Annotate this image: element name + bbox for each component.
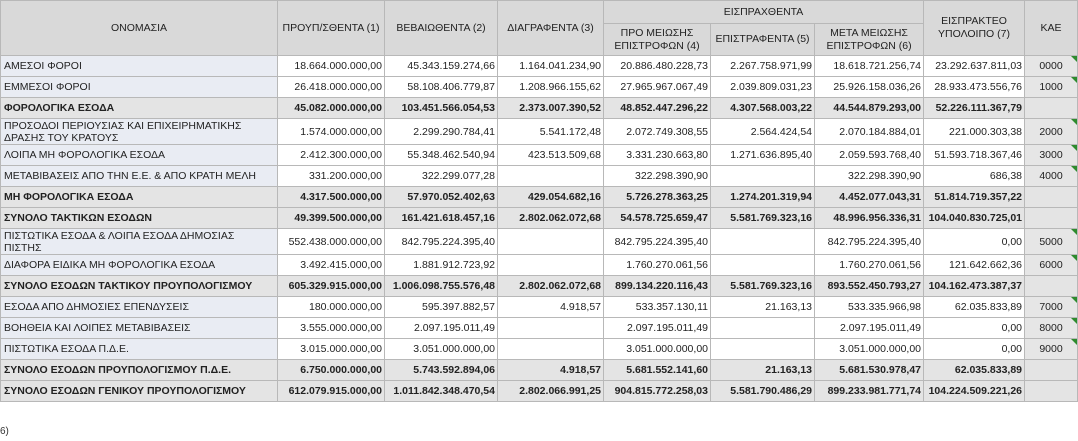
row-name: ΛΟΙΠΑ ΜΗ ΦΟΡΟΛΟΓΙΚΑ ΕΣΟΔΑ	[1, 145, 278, 166]
code-value: 7000	[1039, 301, 1063, 313]
cell-value: 322.299.077,28	[422, 170, 495, 182]
cell-c2	[385, 276, 498, 297]
row-name: ΕΣΟΔΑ ΑΠΟ ΔΗΜΟΣΙΕΣ ΕΠΕΝΔΥΣΕΙΣ	[1, 297, 278, 318]
cell-c5	[711, 98, 815, 119]
cell-c6	[815, 297, 924, 318]
cell-c6	[815, 318, 924, 339]
cell-c6	[815, 77, 924, 98]
cell-value: 104.040.830.725,01	[928, 212, 1023, 224]
cell-value: 2.039.809.031,23	[730, 81, 812, 93]
cell-c4	[604, 56, 711, 77]
cell-value: 221.000.303,38	[949, 125, 1023, 138]
cell-value: 429.054.682,16	[528, 191, 601, 203]
cell-value: 893.552.450.793,27	[827, 280, 922, 292]
cell-code	[1025, 255, 1078, 276]
table-body	[1, 56, 1078, 402]
header-remaining[interactable]: ΕΙΣΠΡΑΚΤΕΟ ΥΠΟΛΟΙΠΟ (7)	[924, 1, 1025, 56]
cell-c4	[604, 255, 711, 276]
cell-c4	[604, 318, 711, 339]
cell-value: 842.795.224.395,40	[827, 235, 922, 248]
cell-c5	[711, 339, 815, 360]
cell-value: 57.970.052.402,63	[407, 191, 495, 203]
header-before-refund[interactable]: ΠΡΟ ΜΕΙΩΣΗΣ ΕΠΙΣΤΡΟΦΩΝ (4)	[604, 24, 711, 56]
cell-value: 0,00	[1001, 343, 1023, 355]
cell-value: 2.802.066.991,25	[519, 385, 601, 397]
cell-c3	[498, 318, 604, 339]
cell-value: 0,00	[1001, 322, 1023, 334]
cell-value: 533.335.966,98	[848, 301, 922, 313]
row-name: ΠΙΣΤΩΤΙΚΑ ΕΣΟΔΑ Π.Δ.Ε.	[1, 339, 278, 360]
cell-value: 2.072.749.308,55	[626, 125, 708, 138]
cell-code	[1025, 318, 1078, 339]
table-row	[1, 145, 1078, 166]
cell-value: 55.348.462.540,94	[407, 149, 495, 161]
cell-c5	[711, 318, 815, 339]
cell-value: 49.399.500.000,00	[294, 212, 382, 224]
cell-c2	[385, 360, 498, 381]
cell-c5	[711, 360, 815, 381]
cell-code	[1025, 166, 1078, 187]
cell-c1	[278, 297, 385, 318]
cell-value: 2.802.062.072,68	[519, 212, 601, 224]
cell-value: 2.070.184.884,01	[839, 125, 922, 138]
cell-c1	[278, 381, 385, 402]
cell-c4	[604, 360, 711, 381]
cell-c3	[498, 255, 604, 276]
cell-c1	[278, 229, 385, 255]
cell-value: 161.421.618.457,16	[401, 212, 495, 224]
cell-c3	[498, 339, 604, 360]
cell-c1	[278, 56, 385, 77]
cell-c5	[711, 297, 815, 318]
cell-c3	[498, 77, 604, 98]
cell-value: 21.163,13	[765, 364, 812, 376]
cell-c3	[498, 381, 604, 402]
cell-code	[1025, 187, 1078, 208]
cell-value: 2.267.758.971,99	[730, 60, 812, 72]
cell-c7	[924, 318, 1025, 339]
header-collected-group: ΕΙΣΠΡΑΧΘΕΝΤΑ	[604, 1, 924, 24]
cell-value: 5.581.769.323,16	[730, 212, 812, 224]
cell-c6	[815, 166, 924, 187]
cell-c1	[278, 166, 385, 187]
header-name[interactable]: ΟΝΟΜΑΣΙΑ	[1, 1, 278, 56]
cell-c2	[385, 297, 498, 318]
cell-c7	[924, 56, 1025, 77]
cell-c2	[385, 166, 498, 187]
cell-value: 104.162.473.387,37	[928, 280, 1023, 292]
cell-c2	[385, 255, 498, 276]
cell-value: 612.079.915.000,00	[288, 385, 382, 397]
cell-c1	[278, 119, 385, 145]
cell-code	[1025, 276, 1078, 297]
cell-value: 1.760.270.061,56	[839, 259, 922, 271]
cell-c3	[498, 56, 604, 77]
cell-value: 3.051.000.000,00	[839, 343, 922, 355]
row-name: ΕΜΜΕΣΟΙ ΦΟΡΟΙ	[1, 77, 278, 98]
cell-value: 1.274.201.319,94	[730, 191, 812, 203]
cell-c1	[278, 318, 385, 339]
comment-marker-icon	[1071, 229, 1077, 235]
cell-c1	[278, 208, 385, 229]
cell-value: 423.513.509,68	[528, 149, 601, 161]
row-name: ΣΥΝΟΛΟ ΕΣΟΔΩΝ ΓΕΝΙΚΟΥ ΠΡΟΥΠΟΛΟΓΙΣΜΟΥ	[1, 381, 278, 402]
cell-value: 842.795.224.395,40	[614, 235, 708, 248]
cell-value: 331.200.000,00	[309, 170, 382, 182]
header-budgeted[interactable]: ΠΡΟΥΠ/ΣΘΕΝΤΑ (1)	[278, 1, 385, 56]
row-name: ΣΥΝΟΛΟ ΕΣΟΔΩΝ ΤΑΚΤΙΚΟΥ ΠΡΟΥΠΟΛΟΓΙΣΜΟΥ	[1, 276, 278, 297]
cell-value: 4.317.500.000,00	[300, 191, 382, 203]
header-after-refund[interactable]: ΜΕΤΑ ΜΕΙΩΣΗΣ ΕΠΙΣΤΡΟΦΩΝ (6)	[815, 24, 924, 56]
cell-c6	[815, 339, 924, 360]
cell-value: 2.564.424,54	[750, 125, 812, 138]
row-name: ΣΥΝΟΛΟ ΤΑΚΤΙΚΩΝ ΕΣΟΔΩΝ	[1, 208, 278, 229]
cell-value: 2.097.195.011,49	[627, 322, 708, 334]
cell-c3	[498, 145, 604, 166]
cell-c7	[924, 98, 1025, 119]
cell-c5	[711, 145, 815, 166]
cell-value: 1.006.098.755.576,48	[392, 280, 495, 292]
cell-value: 58.108.406.779,87	[407, 81, 495, 93]
cell-c1	[278, 187, 385, 208]
cell-c4	[604, 166, 711, 187]
table-row	[1, 255, 1078, 276]
comment-marker-icon	[1071, 145, 1077, 151]
cell-c3	[498, 208, 604, 229]
comment-marker-icon	[1071, 318, 1077, 324]
table-row	[1, 119, 1078, 145]
cell-c7	[924, 276, 1025, 297]
cell-c2	[385, 318, 498, 339]
cell-c6	[815, 381, 924, 402]
cell-c2	[385, 381, 498, 402]
cell-value: 20.886.480.228,73	[620, 60, 708, 72]
cell-c7	[924, 187, 1025, 208]
row-name: ΔΙΑΦΟΡΑ ΕΙΔΙΚΑ ΜΗ ΦΟΡΟΛΟΓΙΚΑ ΕΣΟΔΑ	[1, 255, 278, 276]
cell-c3	[498, 297, 604, 318]
cell-value: 18.664.000.000,00	[294, 60, 382, 72]
cell-value: 3.492.415.000,00	[300, 259, 382, 271]
code-value: 0000	[1039, 60, 1063, 72]
cell-c7	[924, 297, 1025, 318]
cell-c2	[385, 119, 498, 145]
cell-value: 54.578.725.659,47	[620, 212, 708, 224]
cell-code	[1025, 229, 1078, 255]
cell-value: 6.750.000.000,00	[300, 364, 382, 376]
cell-value: 2.097.195.011,49	[414, 322, 495, 334]
cell-value: 4.307.568.003,22	[730, 102, 812, 114]
cell-c4	[604, 208, 711, 229]
row-name: ΜΕΤΑΒΙΒΑΣΕΙΣ ΑΠΟ ΤΗΝ Ε.Ε. & ΑΠΟ ΚΡΑΤΗ ΜΕΛΗ	[1, 166, 278, 187]
code-value: 1000	[1039, 81, 1063, 93]
cell-c5	[711, 166, 815, 187]
cell-c1	[278, 145, 385, 166]
cell-value: 26.418.000.000,00	[294, 81, 382, 93]
cell-c6	[815, 208, 924, 229]
row-name: ΑΜΕΣΟΙ ΦΟΡΟΙ	[1, 56, 278, 77]
cell-c2	[385, 229, 498, 255]
cell-c7	[924, 208, 1025, 229]
cell-value: 48.852.447.296,22	[620, 102, 708, 114]
comment-marker-icon	[1071, 166, 1077, 172]
cell-c4	[604, 381, 711, 402]
cell-c7	[924, 166, 1025, 187]
cell-c1	[278, 77, 385, 98]
header-confirmed[interactable]: ΒΕΒΑΙΩΘΕΝΤΑ (2)	[385, 1, 498, 56]
code-value: 4000	[1039, 170, 1063, 182]
cell-c3	[498, 360, 604, 381]
code-value: 3000	[1039, 149, 1063, 161]
cell-c7	[924, 381, 1025, 402]
cell-value: 1.760.270.061,56	[626, 259, 708, 271]
cell-c6	[815, 229, 924, 255]
header-refunded[interactable]: ΕΠΙΣΤΡΑΦΕΝΤΑ (5)	[711, 24, 815, 56]
cell-c5	[711, 119, 815, 145]
cell-value: 21.163,13	[765, 301, 812, 313]
cell-c5	[711, 276, 815, 297]
cell-c7	[924, 145, 1025, 166]
cell-value: 3.555.000.000,00	[300, 322, 382, 334]
cell-value: 1.574.000.000,00	[300, 125, 382, 138]
code-value: 5000	[1039, 235, 1063, 248]
cell-c1	[278, 360, 385, 381]
cell-c6	[815, 119, 924, 145]
cell-c6	[815, 360, 924, 381]
cell-c4	[604, 145, 711, 166]
cell-c2	[385, 145, 498, 166]
comment-marker-icon	[1071, 297, 1077, 303]
cell-value: 595.397.882,57	[422, 301, 495, 313]
cell-c7	[924, 255, 1025, 276]
cell-value: 1.011.842.348.470,54	[393, 385, 495, 397]
cell-value: 18.618.721.256,74	[833, 60, 922, 72]
cell-code	[1025, 77, 1078, 98]
cell-code	[1025, 208, 1078, 229]
cell-value: 45.082.000.000,00	[294, 102, 382, 114]
row-name: ΒΟΗΘΕΙΑ ΚΑΙ ΛΟΙΠΕΣ ΜΕΤΑΒΙΒΑΣΕΙΣ	[1, 318, 278, 339]
table-row	[1, 98, 1078, 119]
table-row	[1, 56, 1078, 77]
cell-code	[1025, 297, 1078, 318]
cell-value: 180.000.000,00	[309, 301, 382, 313]
cell-c2	[385, 339, 498, 360]
table-row	[1, 339, 1078, 360]
cell-value: 103.451.566.054,53	[401, 102, 495, 114]
comment-marker-icon	[1071, 77, 1077, 83]
cell-value: 2.802.062.072,68	[519, 280, 601, 292]
cell-value: 5.726.278.363,25	[626, 191, 708, 203]
cell-value: 4.452.077.043,31	[839, 191, 922, 203]
cell-value: 5.681.552.141,60	[626, 364, 708, 376]
comment-marker-icon	[1071, 339, 1077, 345]
cell-value: 48.996.956.336,31	[833, 212, 922, 224]
code-value: 9000	[1039, 343, 1063, 355]
cell-c3	[498, 187, 604, 208]
cell-value: 2.412.300.000,00	[300, 149, 382, 161]
table-row	[1, 297, 1078, 318]
cell-c6	[815, 145, 924, 166]
cell-value: 0,00	[1001, 235, 1023, 248]
cell-value: 2.059.593.768,40	[839, 149, 922, 161]
cell-code	[1025, 56, 1078, 77]
cell-c1	[278, 339, 385, 360]
cell-c2	[385, 77, 498, 98]
cell-c5	[711, 381, 815, 402]
cell-value: 5.581.790.486,29	[730, 385, 812, 397]
cell-c7	[924, 339, 1025, 360]
cell-c4	[604, 229, 711, 255]
cell-c6	[815, 56, 924, 77]
cell-c4	[604, 187, 711, 208]
cell-value: 2.373.007.390,52	[519, 102, 601, 114]
cell-value: 62.035.833,89	[954, 301, 1023, 313]
table-row	[1, 318, 1078, 339]
cell-code	[1025, 98, 1078, 119]
header-deleted[interactable]: ΔΙΑΓΡΑΦΕΝΤΑ (3)	[498, 1, 604, 56]
cell-value: 904.815.772.258,03	[614, 385, 708, 397]
cell-value: 121.642.662,36	[949, 259, 1023, 271]
cell-c3	[498, 119, 604, 145]
cell-c3	[498, 229, 604, 255]
cell-c3	[498, 166, 604, 187]
cell-c5	[711, 255, 815, 276]
header-code[interactable]: ΚΑΕ	[1025, 1, 1078, 56]
cell-c5	[711, 208, 815, 229]
cell-value: 533.357.130,11	[635, 301, 708, 313]
cell-value: 25.926.158.036,26	[833, 81, 922, 93]
table-row	[1, 276, 1078, 297]
table-row	[1, 208, 1078, 229]
table-row	[1, 381, 1078, 402]
cell-c5	[711, 229, 815, 255]
cell-c7	[924, 119, 1025, 145]
cell-c2	[385, 56, 498, 77]
cell-c1	[278, 98, 385, 119]
cell-value: 2.299.290.784,41	[413, 125, 495, 138]
cell-value: 1.881.912.723,92	[413, 259, 495, 271]
cell-value: 1.208.966.155,62	[519, 81, 601, 93]
table-row	[1, 229, 1078, 255]
cell-value: 322.298.390,90	[635, 170, 708, 182]
cell-value: 605.329.915.000,00	[288, 280, 382, 292]
cell-code	[1025, 360, 1078, 381]
cell-c6	[815, 276, 924, 297]
cell-c7	[924, 360, 1025, 381]
cell-c2	[385, 187, 498, 208]
cell-value: 51.593.718.367,46	[934, 149, 1023, 161]
cell-c5	[711, 187, 815, 208]
cell-value: 1.164.041.234,90	[519, 60, 601, 72]
footnote: 6)	[0, 426, 9, 437]
cell-value: 4.918,57	[560, 364, 601, 376]
cell-c6	[815, 187, 924, 208]
cell-value: 5.681.530.978,47	[839, 364, 922, 376]
cell-c7	[924, 77, 1025, 98]
row-name: ΠΡΟΣΟΔΟΙ ΠΕΡΙΟΥΣΙΑΣ ΚΑΙ ΕΠΙΧΕΙΡΗΜΑΤΙΚΗΣ ΔΡΑΣΗΣ ΤΟΥ ΚΡΑΤΟΥΣ	[1, 119, 278, 145]
cell-value: 52.226.111.367,79	[935, 102, 1023, 114]
cell-value: 28.933.473.556,76	[934, 81, 1023, 93]
code-value: 6000	[1039, 259, 1063, 271]
comment-marker-icon	[1071, 119, 1077, 125]
cell-value: 45.343.159.274,66	[407, 60, 495, 72]
row-name: ΠΙΣΤΩΤΙΚΑ ΕΣΟΔΑ & ΛΟΙΠΑ ΕΣΟΔΑ ΔΗΜΟΣΙΑΣ ΠΙΣΤΗΣ	[1, 229, 278, 255]
cell-c4	[604, 119, 711, 145]
cell-c2	[385, 208, 498, 229]
cell-code	[1025, 145, 1078, 166]
code-value: 8000	[1039, 322, 1063, 334]
cell-c4	[604, 276, 711, 297]
cell-value: 899.134.220.116,43	[615, 280, 708, 292]
cell-value: 23.292.637.811,03	[935, 60, 1023, 72]
cell-c3	[498, 98, 604, 119]
cell-value: 686,38	[989, 170, 1023, 182]
cell-value: 104.224.509.221,26	[928, 385, 1023, 397]
cell-value: 5.581.769.323,16	[730, 280, 812, 292]
cell-code	[1025, 381, 1078, 402]
cell-c4	[604, 77, 711, 98]
cell-c4	[604, 339, 711, 360]
table-row	[1, 77, 1078, 98]
cell-code	[1025, 119, 1078, 145]
cell-value: 842.795.224.395,40	[401, 235, 495, 248]
cell-value: 4.918,57	[560, 301, 601, 313]
cell-value: 3.051.000.000,00	[413, 343, 495, 355]
cell-value: 51.814.719.357,22	[934, 191, 1023, 203]
cell-c1	[278, 276, 385, 297]
row-name: ΦΟΡΟΛΟΓΙΚΑ ΕΣΟΔΑ	[1, 98, 278, 119]
table-row	[1, 166, 1078, 187]
cell-code	[1025, 339, 1078, 360]
cell-value: 1.271.636.895,40	[730, 149, 812, 161]
cell-c2	[385, 98, 498, 119]
cell-c6	[815, 255, 924, 276]
cell-c6	[815, 98, 924, 119]
cell-value: 5.743.592.894,06	[413, 364, 495, 376]
cell-value: 899.233.981.771,74	[827, 385, 922, 397]
row-name: ΜΗ ΦΟΡΟΛΟΓΙΚΑ ΕΣΟΔΑ	[1, 187, 278, 208]
cell-value: 2.097.195.011,49	[840, 322, 922, 334]
cell-value: 5.541.172,48	[539, 125, 601, 138]
cell-c1	[278, 255, 385, 276]
cell-c7	[924, 229, 1025, 255]
cell-c5	[711, 77, 815, 98]
cell-value: 552.438.000.000,00	[288, 235, 382, 248]
comment-marker-icon	[1071, 255, 1077, 261]
cell-value: 3.051.000.000,00	[626, 343, 708, 355]
cell-value: 3.331.230.663,80	[626, 149, 708, 161]
comment-marker-icon	[1071, 56, 1077, 62]
table-row	[1, 187, 1078, 208]
cell-c5	[711, 56, 815, 77]
cell-value: 322.298.390,90	[848, 170, 922, 182]
cell-c4	[604, 98, 711, 119]
cell-c4	[604, 297, 711, 318]
cell-value: 62.035.833,89	[954, 364, 1023, 376]
cell-c3	[498, 276, 604, 297]
code-value: 2000	[1039, 125, 1063, 138]
cell-value: 3.015.000.000,00	[300, 343, 382, 355]
cell-value: 44.544.879.293,00	[833, 102, 922, 114]
row-name: ΣΥΝΟΛΟ ΕΣΟΔΩΝ ΠΡΟΥΠΟΛΟΓΙΣΜΟΥ Π.Δ.Ε.	[1, 360, 278, 381]
table-row	[1, 360, 1078, 381]
cell-value: 27.965.967.067,49	[620, 81, 708, 93]
